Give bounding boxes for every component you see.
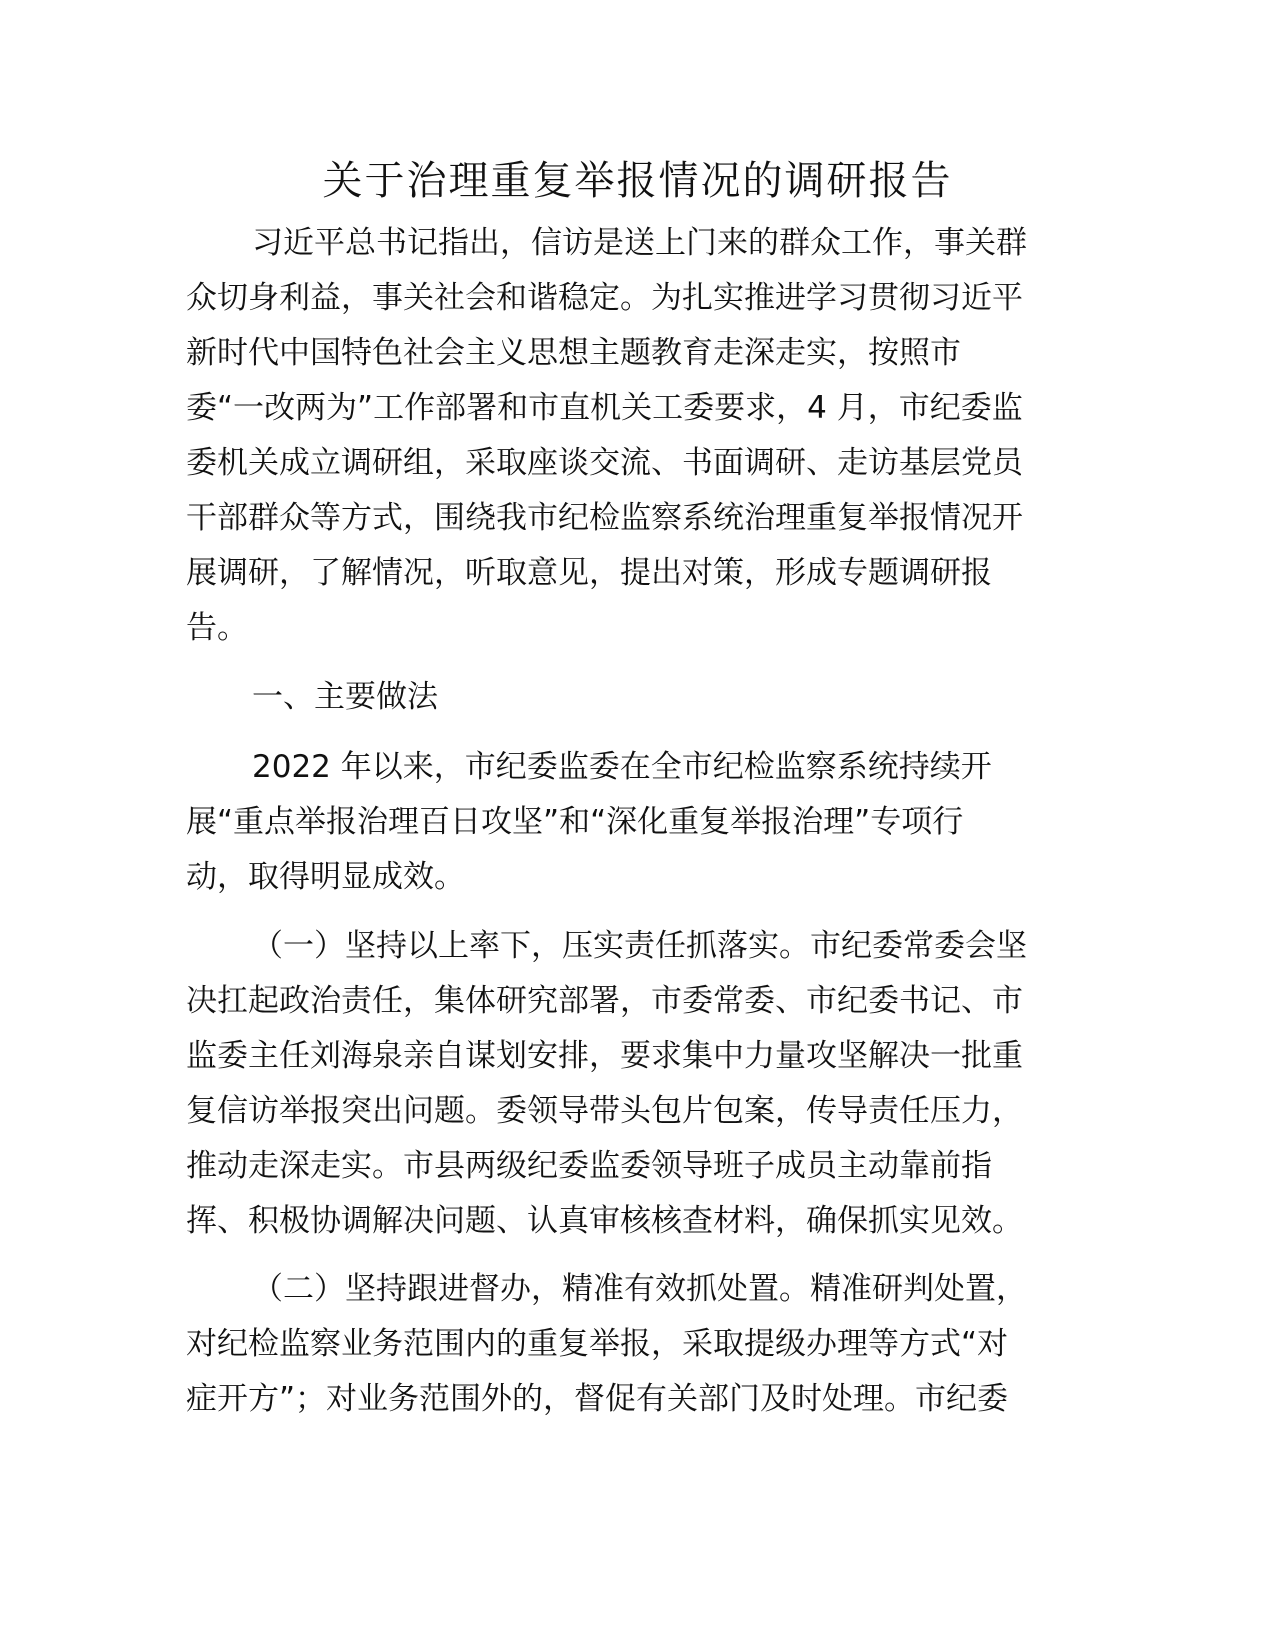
paragraph-line: 展调研，了解情况，听取意见，提出对策，形成专题调研报 xyxy=(186,555,992,591)
paragraph-line: 习近平总书记指出，信访是送上门来的群众工作，事关群 xyxy=(252,225,1027,261)
paragraph-line: 众切身利益，事关社会和谐稳定。为扎实推进学习贯彻习近平 xyxy=(186,280,1023,316)
paragraph-line: （一）坚持以上率下，压实责任抓落实。市纪委常委会坚 xyxy=(252,928,1027,964)
paragraph-line: 展“重点举报治理百日攻坚”和“深化重复举报治理”专项行 xyxy=(186,804,964,840)
document-title: 关于治理重复举报情况的调研报告 xyxy=(322,158,953,204)
paragraph-line: （二）坚持跟进督办，精准有效抓处置。精准研判处置， xyxy=(252,1271,1027,1307)
paragraph-line: 推动走深走实。市县两级纪委监委领导班子成员主动靠前指 xyxy=(186,1148,992,1184)
paragraph-line: 对纪检监察业务范围内的重复举报，采取提级办理等方式“对 xyxy=(186,1326,1009,1362)
paragraph-line: 干部群众等方式，围绕我市纪检监察系统治理重复举报情况开 xyxy=(186,500,1023,536)
paragraph-line: 复信访举报突出问题。委领导带头包片包案，传导责任压力， xyxy=(186,1093,1023,1129)
section-heading: 一、主要做法 xyxy=(252,679,438,715)
paragraph-line: 动，取得明显成效。 xyxy=(186,859,465,895)
paragraph-line: 监委主任刘海泉亲自谋划安排，要求集中力量攻坚解决一批重 xyxy=(186,1038,1023,1074)
paragraph-line: 委“一改两为”工作部署和市直机关工委要求，4 月，市纪委监 xyxy=(186,390,1023,426)
paragraph-line: 挥、积极协调解决问题、认真审核核查材料，确保抓实见效。 xyxy=(186,1203,1023,1239)
paragraph-line: 新时代中国特色社会主义思想主题教育走深走实，按照市 xyxy=(186,335,961,371)
paragraph-line: 委机关成立调研组，采取座谈交流、书面调研、走访基层党员 xyxy=(186,445,1023,481)
paragraph-line: 2022 年以来，市纪委监委在全市纪检监察系统持续开 xyxy=(252,749,992,785)
paragraph-line: 决扛起政治责任，集体研究部署，市委常委、市纪委书记、市 xyxy=(186,983,1023,1019)
paragraph-line: 症开方”；对业务范围外的，督促有关部门及时处理。市纪委 xyxy=(186,1381,1009,1417)
paragraph-line: 告。 xyxy=(186,610,248,646)
